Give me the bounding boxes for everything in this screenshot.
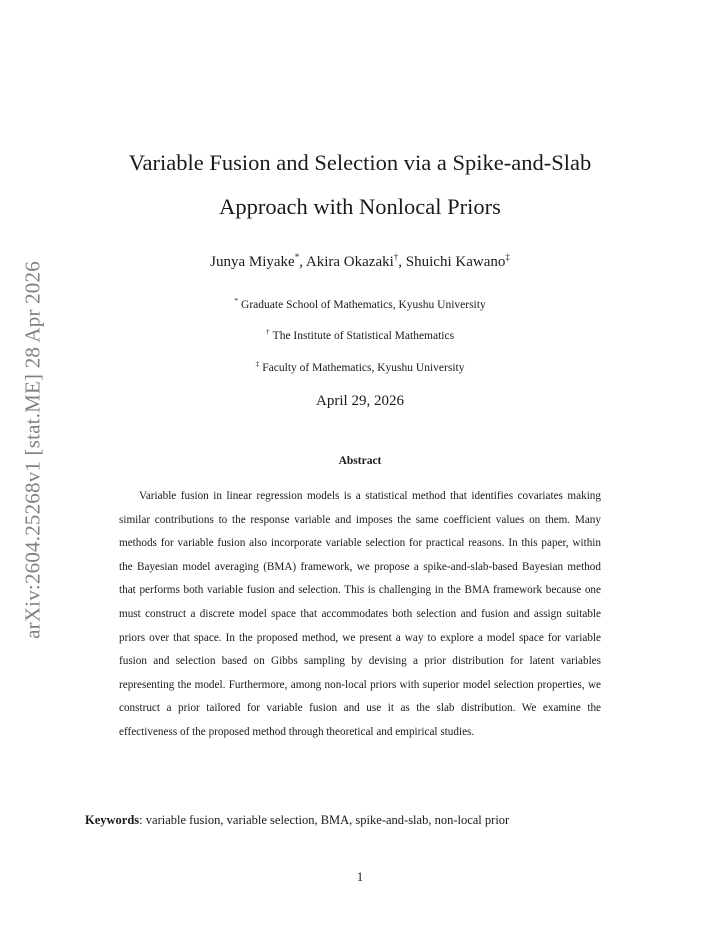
affiliation-mark: * [234,296,239,305]
author-mark: † [393,252,399,262]
paper-title [60,141,660,229]
author-list: Junya Miyake*, Akira Okazaki†, Shuichi Kawano‡ [210,252,510,270]
author-mark: ‡ [505,252,510,262]
title-line-1: Variable Fusion and Selection via a Spike-and-Slab [128,150,592,175]
affiliation-text: The Institute of Statistical Mathematics [272,329,455,342]
affiliation-mark: † [265,327,270,336]
arxiv-identifier: arXiv:2604.25268v1 [stat.ME] 28 Apr 2026 [20,261,45,639]
title-line-2: Approach with Nonlocal Priors [219,194,501,219]
author-mark: * [294,252,300,262]
author-name: Junya Miyake [210,254,295,270]
affiliation [60,359,660,374]
affiliation-mark: ‡ [255,359,260,368]
publication-date: April 29, 2026 [316,393,404,409]
page-number: 1 [356,870,364,884]
keywords-label: Keywords [85,813,140,827]
keywords-text: : variable fusion, variable selection, BMA, spike-and-slab, non-local prior [139,813,510,827]
abstract-heading: Abstract [338,455,382,467]
abstract-text: Variable fusion in linear regression models is a statistical method that identifies covariates making similar contributions to the response variable and imposes the same coefficient values on them. Many methods for variable fusion also incorporate variable selection for practical reasons. In this paper, within the Bayesian model averaging (BMA) framework, we propose a spike-and-slab-based Bayesian method that performs both variable fusion and selection. This is challenging in the BMA framework because one must construct a discrete model space that accommodates both selection and fusion and assign suitable priors over that space. In the proposed method, we present a way to explore a model space for variable fusion and selection based on Gibbs sampling by devising a prior distribution for latent variables representing the model. Furthermore, among non-local priors with superior model selection properties, we construct a prior tailored for variable fusion and use it as the slab distribution. We examine the effectiveness of the proposed method through theoretical and empirical studies. [119,490,601,738]
author-name: Shuichi Kawano [405,254,506,270]
affiliation-text: Faculty of Mathematics, Kyushu University [262,361,465,374]
keywords [85,813,645,828]
affiliation-text: Graduate School of Mathematics, Kyushu University [241,298,486,311]
author-name: Akira Okazaki [305,254,394,270]
affiliation [60,296,660,311]
affiliation [60,327,660,342]
